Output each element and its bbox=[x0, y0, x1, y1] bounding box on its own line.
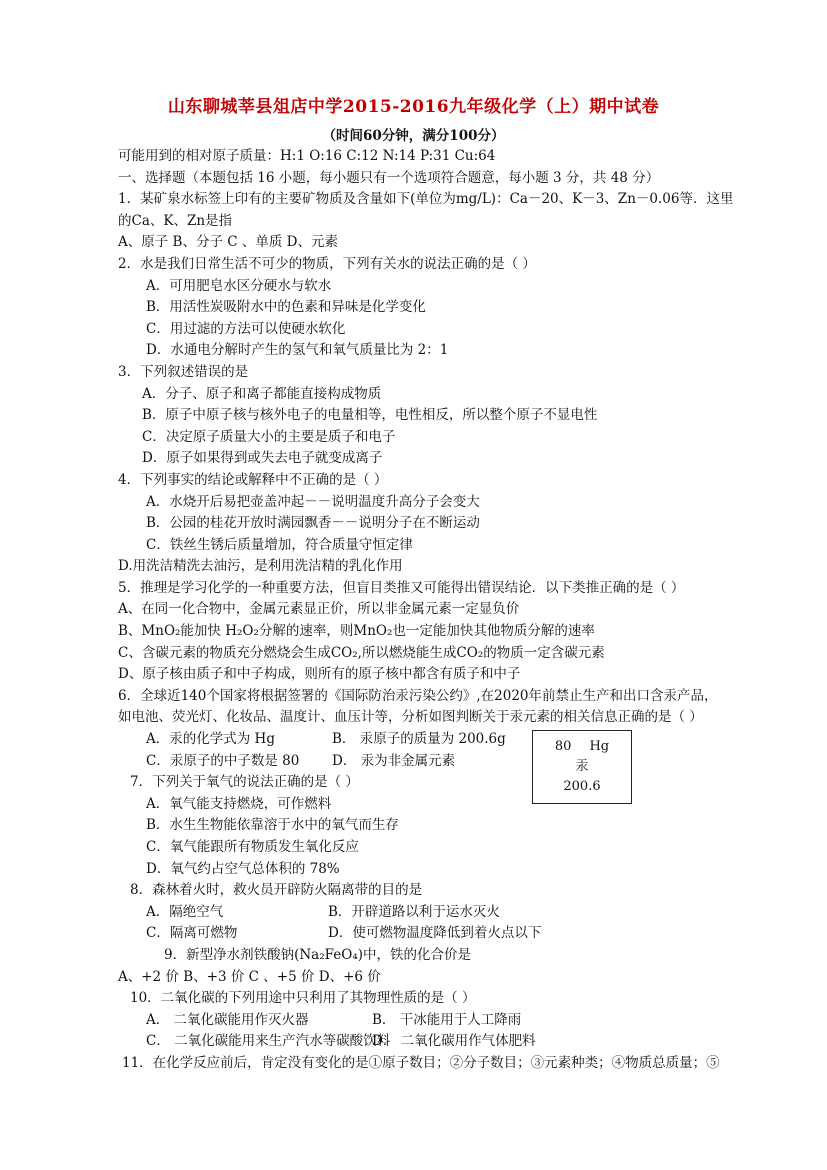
question-5-option-d: D、原子核由质子和中子构成，则所有的原子核中都含有质子和中子 bbox=[118, 666, 521, 683]
question-6-option-a: A．汞的化学式为 Hg bbox=[146, 731, 275, 748]
question-6-option-c: C．汞原子的中子数是 80 bbox=[146, 752, 300, 769]
question-6-option-b: B． 汞原子的质量为 200.6g bbox=[332, 731, 506, 748]
question-1: 1．某矿泉水标签上印有的主要矿物质及含量如下(单位为mg/L)：Ca－20、K－3、Zn－0.06等．这里 bbox=[118, 191, 734, 208]
atomic-mass: 200.6 bbox=[563, 779, 601, 794]
question-10-option-a: A． 二氧化碳能用作灭火器 bbox=[146, 1011, 309, 1028]
question-3-option-b: B．原子中原子核与核外电子的电量相等，电性相反，所以整个原子不显电性 bbox=[142, 407, 598, 424]
element-name: 汞 bbox=[575, 759, 589, 774]
question-9: 9．新型净水剂铁酸钠(Na₂FeO₄)中，铁的化合价是 bbox=[164, 946, 471, 963]
question-10: 10．二氧化碳的下列用途中只利用了其物理性质的是（ ） bbox=[130, 990, 476, 1007]
question-11: 11．在化学反应前后，肯定没有变化的是①原子数目；②分子数目；③元素种类；④物质总质量；⑤ bbox=[122, 1054, 720, 1071]
question-3: 3．下列叙述错误的是 bbox=[118, 363, 249, 380]
question-4-option-d: D.用洗洁精洗去油污，是利用洗洁精的乳化作用 bbox=[118, 558, 403, 575]
question-3-option-d: D．原子如果得到或失去电子就变成离子 bbox=[142, 450, 383, 467]
question-10-option-c: C． 二氧化碳能用来生产汽水等碳酸饮料 bbox=[146, 1033, 391, 1050]
question-6-options-ab bbox=[118, 729, 768, 751]
question-5-option-b: B、MnO₂能加快 H₂O₂分解的速率，则MnO₂也一定能加快其他物质分解的速率 bbox=[118, 623, 595, 640]
question-1-cont: 的Ca、K、Zn是指 bbox=[118, 212, 233, 229]
question-7-option-d: D．氧气约占空气总体积的 78% bbox=[146, 860, 340, 877]
atomic-mass-note: 可能用到的相对原子质量：H:1 O:16 C:12 N:14 P:31 Cu:64 bbox=[118, 148, 496, 164]
question-5-option-a: A、在同一化合物中，金属元素显正价，所以非金属元素一定显负价 bbox=[118, 601, 520, 618]
exam-title: 山东聊城莘县俎店中学2015-2016九年级化学（上）期中试卷 bbox=[167, 97, 660, 117]
question-9-options: A、+2 价 B、+3 价 C 、+5 价 D、+6 价 bbox=[118, 968, 381, 985]
section-heading: 一、选择题（本题包括 16 小题，每小题只有一个选项符合题意，每小题 3 分，共 48 分） bbox=[118, 169, 660, 186]
question-8-option-d: D．使可燃物温度降低到着火点以下 bbox=[328, 925, 542, 942]
question-3-option-c: C．决定原子质量大小的主要是质子和电子 bbox=[142, 428, 396, 445]
question-8-option-b: B．开辟道路以利于运水灭火 bbox=[328, 903, 500, 920]
question-4: 4．下列事实的结论或解释中不正确的是（ ） bbox=[118, 471, 388, 488]
question-10-options-ab bbox=[118, 1010, 768, 1032]
atomic-number: 80 bbox=[554, 739, 572, 754]
question-2-option-a: A．可用肥皂水区分硬水与软水 bbox=[146, 277, 332, 294]
question-8-options-cd bbox=[118, 923, 768, 945]
question-4-option-b: B．公园的桂花开放时满园飘香－－说明分子在不断运动 bbox=[146, 515, 480, 532]
question-7-option-b: B．水生生物能依靠溶于水中的氧气而生存 bbox=[146, 817, 399, 834]
question-2-option-b: B．用活性炭吸附水中的色素和异味是化学变化 bbox=[146, 299, 426, 316]
exam-body bbox=[118, 146, 768, 1075]
question-4-option-a: A．水烧开后易把壶盖冲起－－说明温度升高分子会变大 bbox=[146, 493, 480, 510]
question-6-cont: 如电池、荧光灯、化妆品、温度计、血压计等，分析如图判断关于汞元素的相关信息正确的是（ ） bbox=[118, 709, 703, 726]
element-symbol: Hg bbox=[589, 739, 610, 754]
question-4-option-c: C．铁丝生锈后质量增加，符合质量守恒定律 bbox=[146, 536, 413, 553]
question-3-option-a: A．分子、原子和离子都能直接构成物质 bbox=[142, 385, 382, 402]
question-7-option-c: C．氧气能跟所有物质发生氧化反应 bbox=[146, 839, 359, 855]
question-7: 7．下列关于氧气的说法正确的是（ ） bbox=[130, 774, 359, 791]
question-6: 6．全球近140个国家将根据签署的《国际防治汞污染公约》,在2020年前禁止生产和出口含汞产品， bbox=[118, 687, 718, 704]
question-2-option-c: C．用过滤的方法可以使硬水软化 bbox=[146, 320, 346, 337]
question-10-option-b: B． 干冰能用于人工降雨 bbox=[372, 1011, 522, 1028]
question-8-option-a: A．隔绝空气 bbox=[146, 903, 224, 920]
question-1-options: A、原子 B、分子 C 、单质 D、元素 bbox=[118, 234, 338, 251]
question-10-option-d: D． 二氧化碳用作气体肥料 bbox=[372, 1033, 536, 1050]
question-10-options-cd bbox=[118, 1031, 768, 1053]
question-5-option-c: C、含碳元素的物质充分燃烧会生成CO₂,所以燃烧能生成CO₂的物质一定含碳元素 bbox=[118, 644, 605, 661]
question-2-option-d: D．水通电分解时产生的氢气和氧气质量比为 2：1 bbox=[146, 342, 449, 359]
mercury-element-box bbox=[532, 730, 632, 804]
question-5: 5．推理是学习化学的一种重要方法，但盲目类推又可能得出错误结论．以下类推正确的是（ ） bbox=[118, 579, 685, 596]
question-8-option-c: C．隔离可燃物 bbox=[146, 925, 238, 942]
exam-subtitle: （时间60分钟，满分100分） bbox=[322, 128, 505, 144]
question-6-option-d: D． 汞为非金属元素 bbox=[332, 752, 456, 769]
question-8-options-ab bbox=[118, 902, 768, 924]
question-7-option-a: A．氧气能支持燃烧，可作燃料 bbox=[146, 795, 332, 812]
question-8: 8．森林着火时，救火员开辟防火隔离带的目的是 bbox=[130, 882, 423, 899]
question-6-options-cd bbox=[118, 751, 768, 773]
question-2: 2．水是我们日常生活不可少的物质，下列有关水的说法正确的是（ ） bbox=[118, 255, 536, 272]
